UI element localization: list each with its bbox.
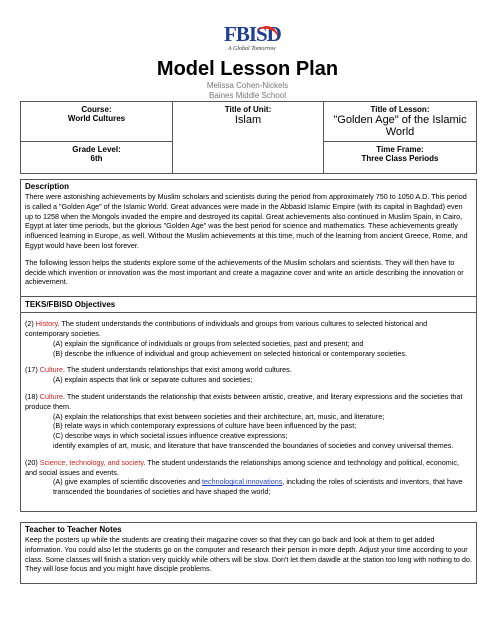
description-heading: Description — [25, 182, 70, 191]
fbisd-logo — [218, 24, 282, 58]
objective-18-text: . The student understands the relationship that exists between artistic, creative, and literary expressions and the societies that produce them. — [25, 391, 463, 411]
description-body — [21, 192, 476, 296]
objective-20-a-text-1: (A) give examples of scientific discoveries and — [53, 477, 203, 487]
course-cell — [21, 102, 173, 142]
grade-cell — [21, 142, 173, 174]
objective-18-d: identify examples of art, music, and literature that have transcended the boundaries of societies and convey universal themes. — [53, 440, 454, 450]
unit-value: Islam — [234, 114, 262, 126]
teks-heading: TEKS/FBISD Objectives — [21, 296, 476, 313]
objective-17-number: (17) — [25, 365, 38, 375]
page-title: Model Lesson Plan — [156, 58, 339, 80]
objective-20 — [25, 458, 472, 497]
teacher-notes-heading: Teacher to Teacher Notes — [25, 525, 122, 534]
objective-2-text: . The student understands the contributions of individuals and groups from various cultures to selected historical and contemporary societies. — [25, 319, 428, 338]
objective-17-a: (A) explain aspects that link or separate cultures and societies; — [53, 375, 253, 385]
unit-cell — [173, 102, 324, 142]
logo-text: FBISD — [224, 22, 281, 46]
author-name: Melissa Cohen-Nickels — [206, 81, 289, 90]
grade-label: Grade Level: — [72, 145, 121, 154]
objective-2 — [25, 319, 472, 358]
objective-20-text: . The student understands the relationships among science and technology and political, economic, and social issues and events. — [25, 457, 459, 477]
objective-17-topic: Culture — [39, 365, 63, 375]
lesson-value: "Golden Age" of the Islamic World — [333, 114, 467, 138]
objective-17 — [25, 365, 472, 385]
grade-value: 6th — [90, 154, 103, 163]
objective-2-a: (A) explain the significance of individuals or groups from selected societies, past and present; and — [53, 338, 364, 348]
objective-20-a — [25, 477, 472, 497]
objective-18-topic: Culture — [39, 391, 63, 401]
lesson-label: Title of Lesson: — [370, 105, 430, 114]
teks-body — [21, 313, 476, 501]
objective-20-number: (20) — [25, 457, 38, 467]
unit-label: Title of Unit: — [224, 105, 272, 114]
course-value: World Cultures — [67, 114, 126, 123]
objective-18-number: (18) — [25, 391, 38, 401]
school-name: Baines Middle School — [209, 91, 286, 100]
time-value: Three Class Periods — [361, 154, 439, 163]
description-para-2: The following lesson helps the students explore some of the achievements of the Muslim scholars and scientists. They will then have to decide which invention or innovation was the most important and create a magazine cover and write an article describing the innovation or achievement. — [25, 257, 464, 287]
objective-18-c: (C) describe ways in which societal issues influence creative expressions; — [53, 431, 288, 441]
empty-cell — [173, 142, 324, 174]
teacher-notes-box — [20, 522, 477, 584]
logo-tagline: A Global Tomorrow — [228, 46, 276, 52]
objective-20-a-text-2: , including the roles of scientists and inventors, that have transcended the boundaries of societies and have shaped the world; — [53, 477, 463, 497]
objective-2-number: (2) — [25, 319, 34, 329]
teacher-notes-text: Keep the posters up while the students are creating their magazine cover so that they can go back and look at them to get added information. You could also let the students go on the computer and research their person in more depth. Adjust your time according to your class. Some classes will finish a station very quickly while others will be slow. Don't let them dawdle at the station too long with nothing to do. They will lose focus and you might have disciple problems. — [25, 535, 472, 574]
time-cell — [324, 142, 477, 174]
objective-18-b: (B) relate ways in which contemporary expressions of culture have been influenced by the past; — [53, 421, 357, 431]
author-block — [0, 81, 495, 101]
lesson-info-table — [20, 101, 477, 174]
objective-2-topic: History — [35, 319, 58, 329]
course-label: Course: — [81, 105, 112, 114]
lesson-cell — [324, 102, 477, 142]
description-box — [20, 179, 477, 512]
technological-innovations-link[interactable]: technological innovations — [202, 477, 283, 487]
description-para-1: There were astonishing achievements by Muslim scholars and scientists during the period from approximately 750 to 1050 A.D. This period is called a "Golden Age" of the Islamic World. Great advances were made in the Abbasid Islamic Empire (with its capital in Baghdad) even up to 1258 when the Mongols invaded the empire and destroyed its capital. Great achievements also continued in Muslim Spain, in Cairo, Egypt at later time periods, but the glorious "Golden Age" was the best period for science and mathematics. These achievements greatly influenced learning in Europe, as well. Without the Muslim achievements at this time, much of the learning from ancient Greece, Rome, and Egypt would have been lost forever. — [25, 192, 468, 250]
objective-18-a: (A) explain the relationships that exist between societies and their architecture, art, music, and literature; — [53, 411, 385, 421]
objective-18 — [25, 392, 472, 451]
objective-17-text: . The student understands relationships that exist among world cultures. — [62, 365, 292, 375]
objective-2-b: (B) describe the influence of individual and group achievement on selected historical or contemporary societies. — [53, 348, 407, 358]
objective-20-topic: Science, technology, and society — [39, 457, 144, 467]
time-label: Time Frame: — [376, 145, 424, 154]
